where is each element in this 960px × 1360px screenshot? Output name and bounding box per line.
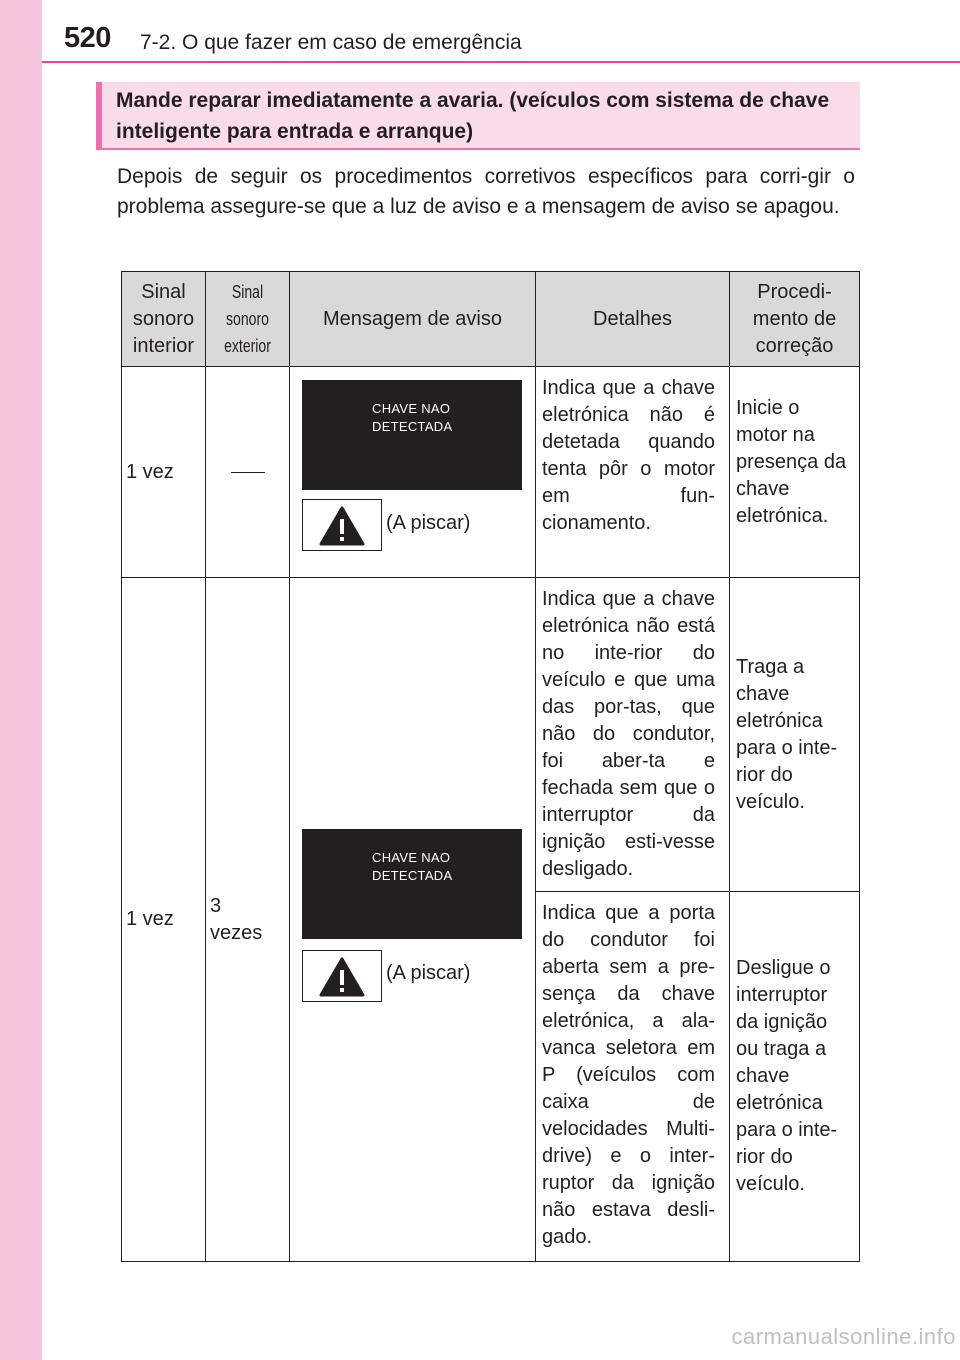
warning-triangle-icon [302, 950, 382, 1002]
page-margin-strip [0, 0, 42, 1360]
display-text-line2: DETECTADA [372, 868, 453, 883]
header-divider [42, 61, 960, 63]
row2b-procedure: Desligue o interruptor da ignição ou traga a chave eletrónica para o inte-rior do veículo. [730, 892, 860, 1262]
row1-interior-buzzer: 1 vez [122, 367, 206, 578]
row1-flash-label: (A piscar) [386, 512, 471, 534]
table-header-row [122, 272, 860, 367]
row2-interior-buzzer: 1 vez [122, 578, 206, 1262]
header-interior-buzzer: Sinal sonoro interior [122, 272, 206, 367]
header-exterior-buzzer: Sinal sonoro exterior [206, 272, 290, 367]
header-procedure: Procedi-mento de correção [730, 272, 860, 367]
warning-triangle-icon [302, 499, 382, 551]
watermark: carmanualsonline.info [731, 1324, 956, 1349]
header-details: Detalhes [536, 272, 730, 367]
row2-display [302, 829, 522, 939]
callout-box [96, 82, 860, 150]
dash-icon [231, 472, 265, 473]
row1-display [302, 380, 522, 490]
display-text-line2: DETECTADA [372, 419, 453, 434]
warning-table [121, 271, 860, 1262]
intro-paragraph: Depois de seguir os procedimentos corretivos específicos para corri-gir o problema assegure-se que a luz de aviso e a mensagem de aviso se apagou. [117, 165, 855, 218]
row2a-details: Indica que a chave eletrónica não está no inte-rior do veículo e que uma das por-tas, que não do condutor, foi aber-ta e fechada sem que o interruptor da ignição esti-vesse desligado. [536, 578, 730, 892]
row2a-procedure: Traga a chave eletrónica para o inte-rior do veículo. [730, 578, 860, 892]
table-row [122, 367, 860, 578]
row2b-details: Indica que a porta do condutor foi aberta sem a pre-sença da chave eletrónica, a ala-vanca seletora em P (veículos com caixa de velocidades Multi-drive) e o inter-ruptor da ignição não estava desli-gado. [536, 892, 730, 1262]
header-warning-message: Mensagem de aviso [290, 272, 536, 367]
row1-details: Indica que a chave eletrónica não é detetada quando tenta pôr o motor em fun-cionamento. [536, 367, 730, 578]
display-text-line1: CHAVE NAO [372, 850, 451, 865]
page-number: 520 [64, 22, 111, 54]
row2-flash-label: (A piscar) [386, 962, 471, 984]
row2-exterior-buzzer: 3 vezes [206, 578, 290, 1262]
row1-message-cell [290, 367, 536, 578]
section-title: 7-2. O que fazer em caso de emergência [140, 31, 522, 54]
row1-procedure: Inicie o motor na presença da chave eletrónica. [730, 367, 860, 578]
callout-title: Mande reparar imediatamente a avaria. (veículos com sistema de chave inteligente para entrada e arranque) [116, 89, 830, 143]
row1-exterior-buzzer [206, 367, 290, 578]
display-text-line1: CHAVE NAO [372, 401, 451, 416]
table-row [122, 578, 860, 892]
row2-message-cell [290, 578, 536, 1262]
